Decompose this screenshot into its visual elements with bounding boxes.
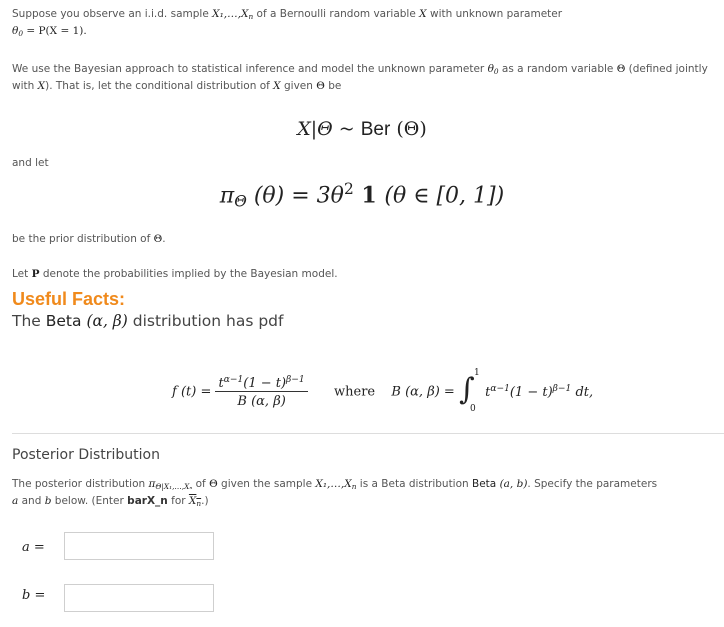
likelihood-equation: X|Θ ~ Ber (Θ) — [297, 118, 427, 140]
posterior-question: The posterior distribution $\pi_{\Theta|X_1,\dots,X_n}$ of Θ given the sample $X_1,\dots,X_n$ is a Beta distribution Beta (a, b). Specify the parameters a and b below. (Enter barX_n for $X_n$.) — [12, 478, 658, 508]
problem-intro: Suppose you observe an i.i.d. sample $X_1,\dots,X_n$ of a Bernoulli random variable X with unknown parameter $\theta_0 = P(X = 1)$. — [12, 8, 563, 38]
prior-caption: be the prior distribution of Θ. — [12, 233, 166, 245]
beta-pdf-statement: The Beta (α, β) distribution has pdf — [12, 312, 284, 330]
pdf-fraction: $\frac{t^{\alpha-1}(1 - t)^{\beta-1}}{B (\alpha, \beta)}$ — [215, 375, 307, 409]
a-label: a = — [22, 540, 45, 555]
theta0-definition: = P(X = 1). — [23, 24, 87, 37]
and-let-text: and let — [12, 157, 49, 169]
b-input[interactable] — [64, 584, 214, 612]
useful-facts-heading: Useful Facts: — [12, 289, 126, 309]
b-label: b = — [22, 588, 46, 603]
bayes-paragraph: We use the Bayesian approach to statistical inference and model the unknown parameter $\theta_0$ as a random variable Θ (defined jointly with X). That is, let the conditional distribution of X given Θ be — [12, 63, 708, 92]
integral-sign: ∫ 1 0 — [458, 368, 480, 414]
probability-note: Let P denote the probabilities implied by the Bayesian model. — [12, 268, 338, 280]
prior-equation: $\pi_\Theta$ $(\theta) = 3\theta^2$ 1 (θ ∈ [0, 1]) — [219, 180, 505, 211]
a-input[interactable] — [64, 532, 214, 560]
variable-x: X — [419, 8, 427, 20]
section-divider — [12, 433, 724, 434]
sample-symbol: $X_1,\dots,X_n$ — [212, 8, 254, 21]
theta0-symbol: $\theta_0$ — [12, 24, 24, 38]
beta-pdf-formula: f (t) = $\frac{t^{\alpha-1}(1 - t)^{\beta-1}}{B (\alpha, \beta)}$ where B (α, β) = ∫ 1 0 $t^{\alpha-1}(1 - t)^{\beta-1}$ dt, — [172, 368, 594, 414]
posterior-heading: Posterior Distribution — [12, 447, 160, 463]
